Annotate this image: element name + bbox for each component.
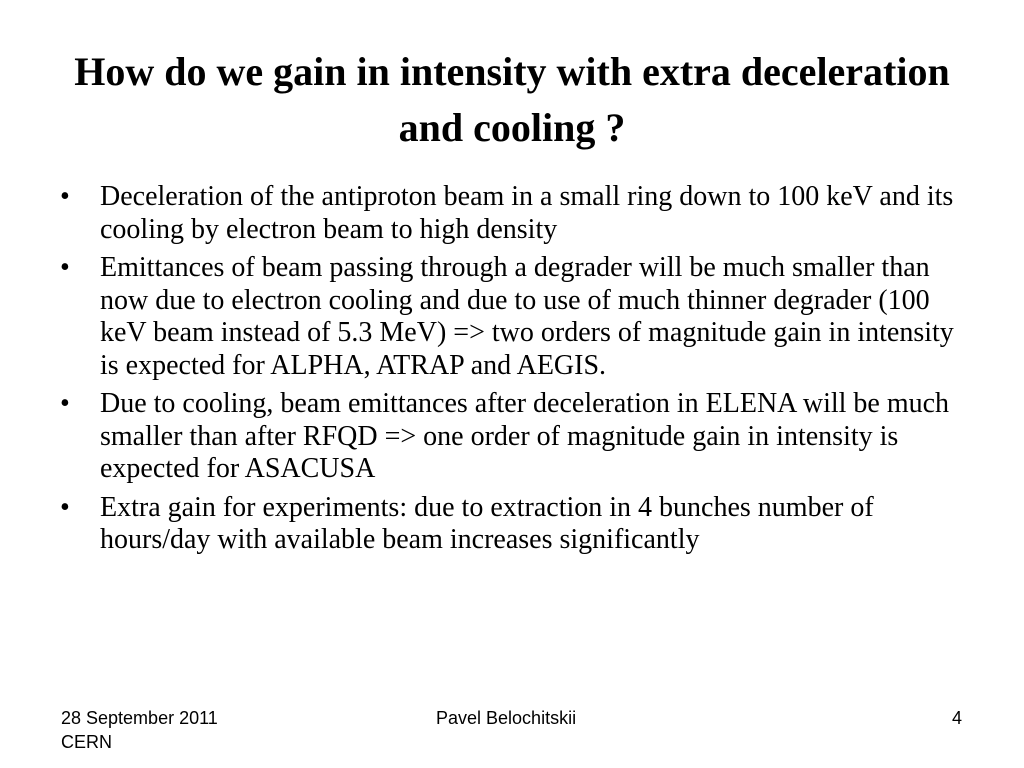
- bullet-item: [58, 252, 968, 382]
- footer-date-org: [61, 706, 218, 754]
- bullet-item: [58, 181, 968, 246]
- bullet-item: [58, 492, 968, 557]
- footer-author: Pavel Belochitskii: [436, 708, 577, 728]
- bullet-text: Due to cooling, beam emittances after deceleration in ELENA will be much smaller than after RFQD => one order of magnitude gain in intensity is expected for ASACUSA: [100, 388, 950, 484]
- bullet-dot: •: [60, 181, 70, 212]
- page-number: 4: [951, 708, 962, 728]
- bullet-dot: •: [60, 388, 70, 419]
- slide-title: How do we gain in intensity with extra deceleration and cooling ?: [74, 49, 950, 150]
- bullet-text: Deceleration of the antiproton beam in a small ring down to 100 keV and its cooling by electron beam to high density: [100, 181, 954, 245]
- footer-org: CERN: [61, 732, 113, 752]
- bullet-item: [58, 388, 968, 486]
- bullet-text: Extra gain for experiments: due to extraction in 4 bunches number of hours/day with available beam increases significantly: [100, 491, 874, 555]
- bullet-dot: •: [60, 491, 70, 523]
- bullet-text: Emittances of beam passing through a degrader will be much smaller than now due to electron cooling and due to use of much thinner degrader (100 keV beam instead of 5.3 MeV) => two orders of magnitude gain in intensity is expected for ALPHA, ATRAP and AEGIS.: [100, 252, 954, 381]
- footer-date: 28 September 2011: [61, 708, 218, 728]
- bullet-dot: •: [60, 252, 70, 283]
- bullet-list: [58, 181, 968, 563]
